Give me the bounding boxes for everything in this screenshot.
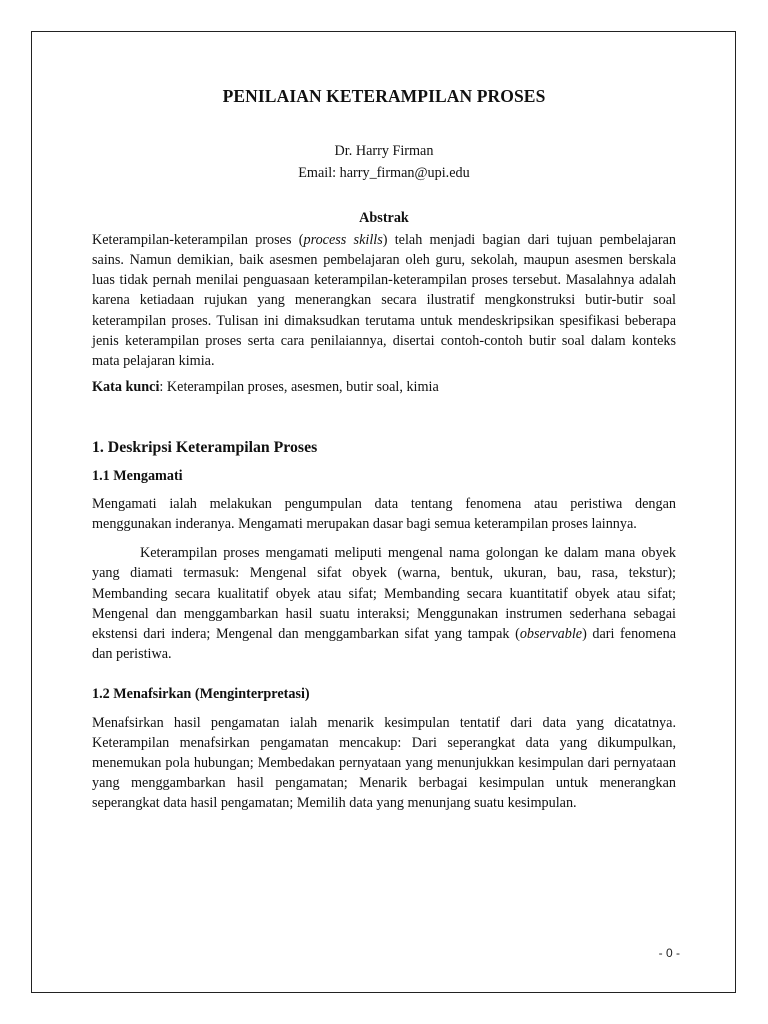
author-email: Email: harry_firman@upi.edu <box>298 165 470 182</box>
page-number: - 0 - <box>658 946 680 960</box>
document-body <box>92 86 676 814</box>
abstract-italic-term: process skills <box>303 231 383 248</box>
author-name: Dr. Harry Firman <box>334 143 434 160</box>
abstract-text-start: Keterampilan-keterampilan proses ( <box>92 231 304 248</box>
keywords-line <box>92 377 676 397</box>
mengamati-paragraph-1: Mengamati ialah melakukan pengumpulan data tentang fenomena atau peristiwa dengan menggunakan inderanya. Mengamati merupakan dasar bagi semua keterampilan proses lainnya. <box>92 495 676 533</box>
mengamati-paragraph-2-end: ) dari fenomena dan peristiwa. <box>92 626 676 663</box>
abstract-heading: Abstrak <box>359 209 409 226</box>
mengamati-italic-term: observable <box>519 626 583 643</box>
mengamati-paragraph-2-start: Keterampilan proses mengamati meliputi mengenal nama golongan ke dalam mana obyek yang diamati termasuk: Mengenal sifat obyek (warna, bentuk, ukuran, bau, rasa, tekstur); Membanding secara kualitatif obyek atau sifat; Membanding secara kuantitatif obyek atau sifat; Mengenal dan menggambarkan hasil suatu interaksi; Menggunakan instrumen sederhana sebagai ekstensi dari indera; Mengenal dan menggambarkan sifat yang tampak ( <box>92 545 676 643</box>
document-title: PENILAIAN KETERAMPILAN PROSES <box>222 86 546 106</box>
section-heading: 1. Deskripsi Keterampilan Proses <box>92 439 318 457</box>
menafsirkan-paragraph-1: Menafsirkan hasil pengamatan ialah menarik kesimpulan tentatif dari data yang dicatatnya. Keterampilan menafsirkan pengamatan mencakup: Dari seperangkat data yang dikumpulkan, menemukan pola hubungan; Membedakan pernyataan yang menunjukkan kesimpulan dari pernyataan yang menggambarkan hasil pengamatan; Menarik berbagai kesimpulan untuk menerangkan seperangkat data hasil pengamatan; Memilih data yang menunjang suatu kesimpulan. <box>92 714 676 812</box>
subsection-heading-menafsirkan: 1.2 Menafsirkan (Menginterpretasi) <box>92 686 310 703</box>
keywords-text: : Keterampilan proses, asesmen, butir soal, kimia <box>159 379 439 396</box>
abstract-paragraph <box>92 230 676 371</box>
abstract-text-rest: ) telah menjadi bagian dari tujuan pembelajaran sains. Namun demikian, baik asesmen pembelajaran oleh guru, sekolah, maupun asesmen berskala luas tidak pernah menilai penguasaan keterampilan-keterampilan proses tersebut. Masalahnya adalah karena ketiadaan rujukan yang menerangkan secara ilustratif mengkonstruksi butir-butir soal keterampilan proses. Tulisan ini dimaksudkan terutama untuk mendeskripsikan spesifikasi beberapa jenis keterampilan proses serta cara penilaiannya, disertai contoh-contoh butir soal dalam konteks mata pelajaran kimia. <box>92 231 677 370</box>
mengamati-paragraph-2 <box>92 543 676 664</box>
keywords-label: Kata kunci <box>92 379 160 396</box>
subsection-heading-mengamati: 1.1 Mengamati <box>92 467 183 484</box>
